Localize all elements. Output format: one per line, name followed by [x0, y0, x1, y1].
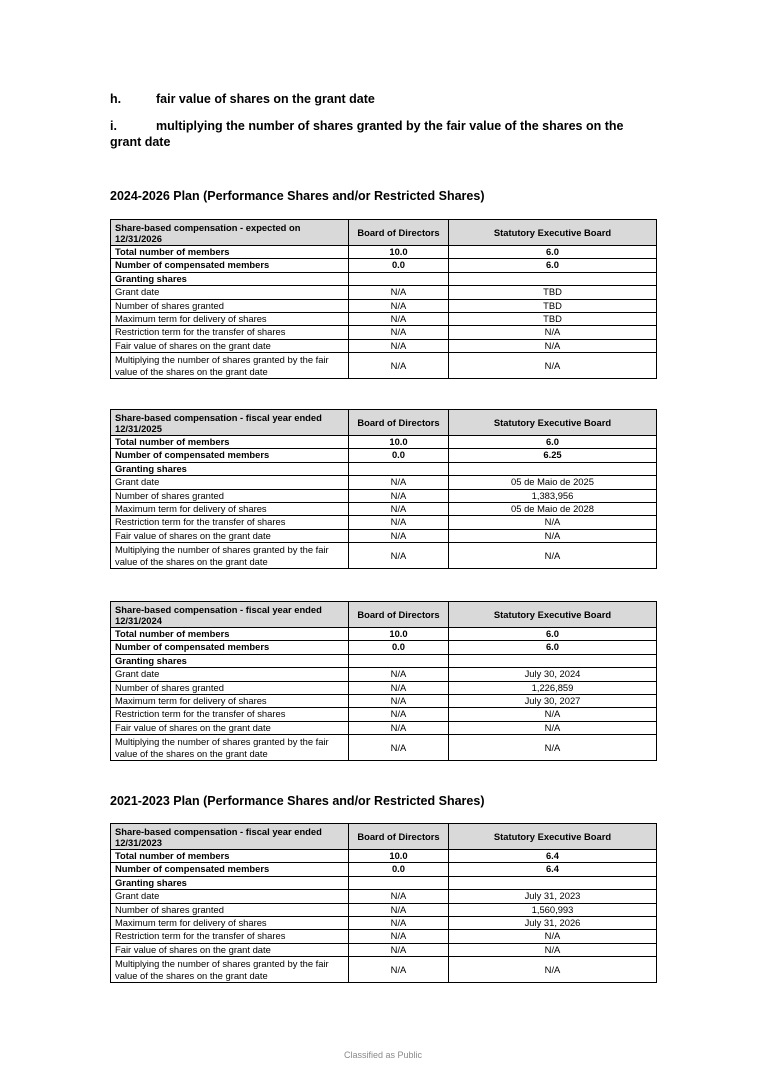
- table-row: [111, 850, 657, 863]
- table-cell: Total number of members: [111, 246, 349, 259]
- header-cell: Board of Directors: [349, 410, 449, 436]
- header-cell: Share-based compensation - expected on 12/31/2026: [111, 220, 349, 246]
- table-cell: 05 de Maio de 2028: [449, 503, 657, 516]
- table-row: [111, 957, 657, 983]
- table-cell: Multiplying the number of shares granted by the fair value of the shares on the grant date: [111, 543, 349, 569]
- table-cell: Maximum term for delivery of shares: [111, 917, 349, 930]
- table-cell: [349, 654, 449, 667]
- table-cell: Number of compensated members: [111, 259, 349, 272]
- table-cell: N/A: [349, 708, 449, 721]
- table-cell: N/A: [349, 313, 449, 326]
- header-cell: Board of Directors: [349, 602, 449, 628]
- table-row: [111, 543, 657, 569]
- table-cell: N/A: [349, 516, 449, 529]
- table-cell: Granting shares: [111, 272, 349, 285]
- table-cell: 1,383,956: [449, 489, 657, 502]
- compensation-table: [110, 823, 657, 983]
- table-cell: Number of shares granted: [111, 489, 349, 502]
- table-cell: 6.0: [449, 628, 657, 641]
- table-cell: N/A: [349, 957, 449, 983]
- table-row: [111, 668, 657, 681]
- table-cell: TBD: [449, 299, 657, 312]
- table-cell: N/A: [349, 930, 449, 943]
- table-cell: TBD: [449, 313, 657, 326]
- table-row: [111, 903, 657, 916]
- table-cell: Total number of members: [111, 436, 349, 449]
- table-row: [111, 313, 657, 326]
- table-cell: N/A: [349, 503, 449, 516]
- table-row: [111, 503, 657, 516]
- table-cell: Restriction term for the transfer of shares: [111, 516, 349, 529]
- table-cell: 10.0: [349, 246, 449, 259]
- table-row: [111, 259, 657, 272]
- section-heading-2021-2023: 2021-2023 Plan (Performance Shares and/or Restricted Shares): [110, 794, 485, 808]
- item-text-continuation: grant date: [110, 135, 171, 149]
- table-header-row: [111, 220, 657, 246]
- table-cell: Total number of members: [111, 628, 349, 641]
- table-cell: N/A: [349, 476, 449, 489]
- table-row: [111, 943, 657, 956]
- table-header-row: [111, 824, 657, 850]
- table-row: [111, 930, 657, 943]
- table-cell: [449, 272, 657, 285]
- table-cell: 10.0: [349, 850, 449, 863]
- table-row: [111, 476, 657, 489]
- table-row: [111, 654, 657, 667]
- table-cell: July 31, 2026: [449, 917, 657, 930]
- table-cell: Maximum term for delivery of shares: [111, 313, 349, 326]
- table-cell: Multiplying the number of shares granted by the fair value of the shares on the grant date: [111, 735, 349, 761]
- table-cell: Multiplying the number of shares granted by the fair value of the shares on the grant date: [111, 957, 349, 983]
- table-cell: 0.0: [349, 641, 449, 654]
- table-cell: N/A: [449, 930, 657, 943]
- list-item-i: [110, 118, 623, 150]
- table-cell: 6.4: [449, 850, 657, 863]
- table-row: [111, 353, 657, 379]
- table-cell: N/A: [449, 339, 657, 352]
- table-cell: [349, 876, 449, 889]
- table-cell: TBD: [449, 286, 657, 299]
- table-row: [111, 628, 657, 641]
- table-cell: 6.0: [449, 259, 657, 272]
- table-cell: N/A: [449, 735, 657, 761]
- table-cell: Grant date: [111, 890, 349, 903]
- table-cell: Granting shares: [111, 876, 349, 889]
- table-cell: Number of compensated members: [111, 449, 349, 462]
- table-cell: Maximum term for delivery of shares: [111, 503, 349, 516]
- table-cell: Restriction term for the transfer of shares: [111, 930, 349, 943]
- table-cell: N/A: [349, 681, 449, 694]
- table-cell: Fair value of shares on the grant date: [111, 339, 349, 352]
- table-cell: N/A: [349, 353, 449, 379]
- table-cell: 10.0: [349, 436, 449, 449]
- table-cell: Granting shares: [111, 654, 349, 667]
- table-cell: Number of shares granted: [111, 903, 349, 916]
- table-row: [111, 695, 657, 708]
- table-row: [111, 917, 657, 930]
- header-cell: Share-based compensation - fiscal year ended 12/31/2023: [111, 824, 349, 850]
- table-cell: N/A: [349, 299, 449, 312]
- table-cell: Granting shares: [111, 462, 349, 475]
- header-cell: Statutory Executive Board: [449, 602, 657, 628]
- table-cell: Restriction term for the transfer of shares: [111, 708, 349, 721]
- table-cell: N/A: [349, 903, 449, 916]
- table-cell: N/A: [349, 735, 449, 761]
- table-row: [111, 516, 657, 529]
- table-cell: Grant date: [111, 668, 349, 681]
- table-cell: Fair value of shares on the grant date: [111, 529, 349, 542]
- table-cell: [349, 272, 449, 285]
- table-cell: 0.0: [349, 259, 449, 272]
- table-cell: N/A: [349, 286, 449, 299]
- table-row: [111, 462, 657, 475]
- table-cell: N/A: [349, 917, 449, 930]
- table-cell: N/A: [349, 529, 449, 542]
- table-row: [111, 489, 657, 502]
- header-cell: Board of Directors: [349, 220, 449, 246]
- header-cell: Statutory Executive Board: [449, 824, 657, 850]
- classification-footer: Classified as Public: [343, 1050, 423, 1060]
- table-cell: 6.0: [449, 436, 657, 449]
- table-cell: N/A: [349, 890, 449, 903]
- table-row: [111, 641, 657, 654]
- table-cell: [449, 462, 657, 475]
- table-cell: Number of compensated members: [111, 863, 349, 876]
- table-row: [111, 436, 657, 449]
- table-cell: Grant date: [111, 476, 349, 489]
- table-cell: Maximum term for delivery of shares: [111, 695, 349, 708]
- table-row: [111, 890, 657, 903]
- table-cell: N/A: [449, 529, 657, 542]
- table-cell: Multiplying the number of shares granted by the fair value of the shares on the grant date: [111, 353, 349, 379]
- table-cell: N/A: [449, 326, 657, 339]
- table-cell: Fair value of shares on the grant date: [111, 943, 349, 956]
- item-text: fair value of shares on the grant date: [156, 92, 375, 106]
- header-cell: Share-based compensation - fiscal year ended 12/31/2024: [111, 602, 349, 628]
- compensation-table: [110, 409, 657, 569]
- table-row: [111, 339, 657, 352]
- table-cell: Number of shares granted: [111, 299, 349, 312]
- table-cell: July 31, 2023: [449, 890, 657, 903]
- table-cell: N/A: [349, 668, 449, 681]
- table-cell: 0.0: [349, 449, 449, 462]
- header-cell: Share-based compensation - fiscal year ended 12/31/2025: [111, 410, 349, 436]
- table-cell: N/A: [349, 326, 449, 339]
- table-cell: [349, 462, 449, 475]
- table-row: [111, 326, 657, 339]
- item-text: multiplying the number of shares granted by the fair value of the shares on the: [156, 119, 624, 133]
- table-cell: N/A: [449, 353, 657, 379]
- table-row: [111, 735, 657, 761]
- table-cell: N/A: [349, 543, 449, 569]
- table-cell: N/A: [349, 695, 449, 708]
- table-cell: N/A: [349, 943, 449, 956]
- table-row: [111, 876, 657, 889]
- table-cell: July 30, 2024: [449, 668, 657, 681]
- table-cell: N/A: [449, 543, 657, 569]
- table-row: [111, 246, 657, 259]
- table-row: [111, 708, 657, 721]
- table-row: [111, 681, 657, 694]
- item-label: h.: [110, 92, 122, 106]
- table-cell: N/A: [449, 708, 657, 721]
- table-row: [111, 721, 657, 734]
- table-cell: 1,560,993: [449, 903, 657, 916]
- header-cell: Statutory Executive Board: [449, 220, 657, 246]
- table-cell: N/A: [449, 957, 657, 983]
- table-cell: N/A: [349, 339, 449, 352]
- table-header-row: [111, 410, 657, 436]
- table-cell: Restriction term for the transfer of shares: [111, 326, 349, 339]
- table-cell: [449, 876, 657, 889]
- item-label: i.: [110, 119, 117, 133]
- table-row: [111, 272, 657, 285]
- table-header-row: [111, 602, 657, 628]
- table-cell: 6.25: [449, 449, 657, 462]
- header-cell: Statutory Executive Board: [449, 410, 657, 436]
- compensation-table: [110, 219, 657, 379]
- table-cell: 0.0: [349, 863, 449, 876]
- table-cell: [449, 654, 657, 667]
- section-heading-2024-2026: 2024-2026 Plan (Performance Shares and/or Restricted Shares): [110, 189, 485, 203]
- table-cell: 1,226,859: [449, 681, 657, 694]
- table-cell: 05 de Maio de 2025: [449, 476, 657, 489]
- table-cell: N/A: [349, 489, 449, 502]
- table-cell: Fair value of shares on the grant date: [111, 721, 349, 734]
- table-cell: N/A: [449, 516, 657, 529]
- table-row: [111, 286, 657, 299]
- table-cell: Grant date: [111, 286, 349, 299]
- table-cell: Total number of members: [111, 850, 349, 863]
- table-cell: N/A: [349, 721, 449, 734]
- table-cell: N/A: [449, 721, 657, 734]
- table-row: [111, 449, 657, 462]
- table-cell: 10.0: [349, 628, 449, 641]
- table-cell: 6.0: [449, 641, 657, 654]
- header-cell: Board of Directors: [349, 824, 449, 850]
- table-row: [111, 529, 657, 542]
- list-item-h: [110, 91, 375, 107]
- table-cell: 6.4: [449, 863, 657, 876]
- table-cell: July 30, 2027: [449, 695, 657, 708]
- table-cell: Number of shares granted: [111, 681, 349, 694]
- table-row: [111, 863, 657, 876]
- table-cell: N/A: [449, 943, 657, 956]
- table-cell: 6.0: [449, 246, 657, 259]
- table-cell: Number of compensated members: [111, 641, 349, 654]
- compensation-table: [110, 601, 657, 761]
- table-row: [111, 299, 657, 312]
